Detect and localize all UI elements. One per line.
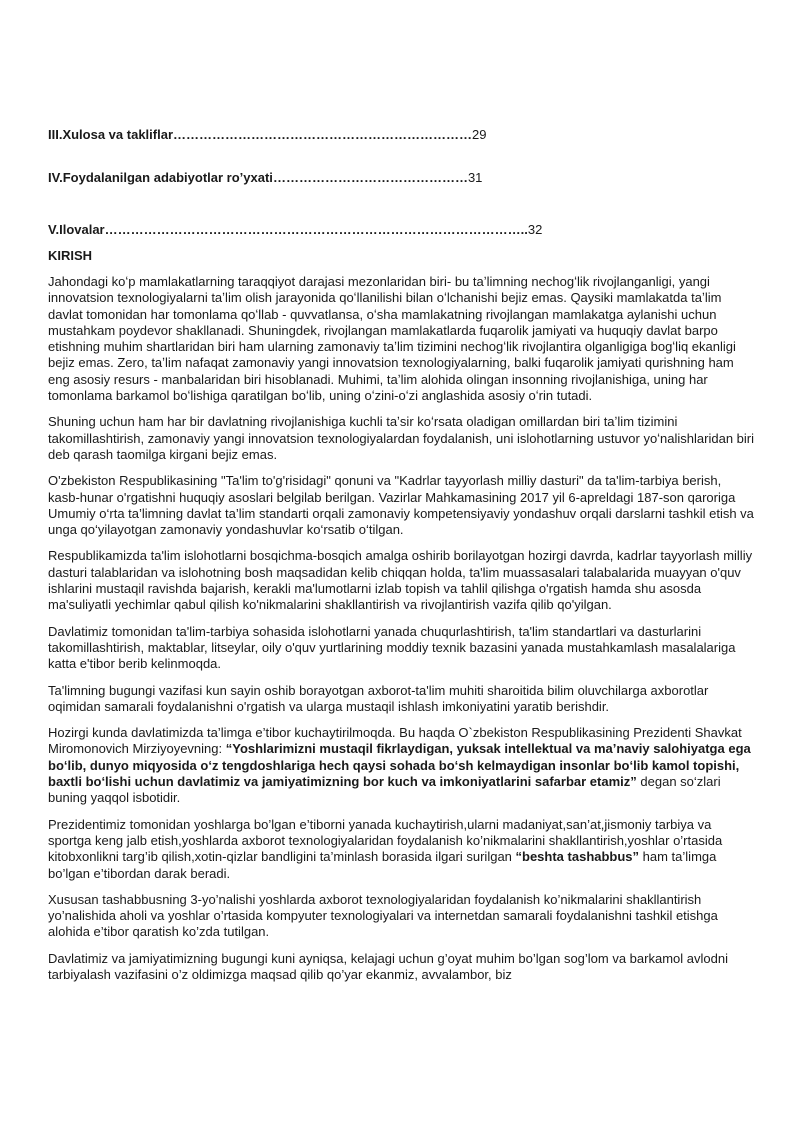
toc-label: III.Xulosa va takliflar xyxy=(48,127,173,142)
paragraph: Shuning uchun ham har bir davlatning rivojlanishiga kuchli taʼsir koʻrsata oladigan omillardan biri taʼlim tizimini takomillashtirish, zamonaviy yangi innovatsion texnologiyalardan foydalanish, uni islohotlarning ustuvor yoʻnalishlaridan biri deb qarash taomilga kirgani bejiz emas. xyxy=(48,414,754,462)
paragraph: Xususan tashabbusning 3-yo’nalishi yoshlarda axborot texnologiyalaridan foydalanish ko’nikmalarini shakllantirish yo’nalishida aholi va yoshlar o’rtasida kompyuter texnologiyalari va internetdan samarali foydalanishni tashkil etishga alohida e’tibor qaratish ko’zda tutilgan. xyxy=(48,891,718,940)
paragraph: Davlatimiz va jamiyatimizning bugungi kuni ayniqsa, kelajagi uchun g’oyat muhim bo’lgan sog’lom va barkamol avlodni tarbiyalash vazifasini o’z oldimizga maqsad qilib qo’yar ekanmiz, avvalambor, biz xyxy=(48,950,728,982)
initiative-term: “beshta tashabbus” xyxy=(515,849,640,865)
toc-leader: ……………………………………… xyxy=(272,170,468,185)
paragraph-text: ham ta’limga bo’lgan e’tibordan darak beradi. xyxy=(48,849,717,881)
paragraph: Respublikamizda ta'lim islohotlarni bosqichma-bosqich amalga oshirib borilayotgan hozirgi davrda, kadrlar tayyorlash milliy dasturi talablaridan va islohotning bosh maqsadidan kelib chiqqan holda, ta'lim muassasalari talabalarida muayyan o'quv ishlarini mustaqil ravishda bajarish, kerakli ma'lumotlarni izlab topish va tahlil qilishga o'rgatish hamda shu asosda ma'suliyatli yechimlar qabul qilish ko'nikmalarini shakllantirish va rivojlantirish vazifa qilib qo'yilgan. xyxy=(48,548,753,613)
toc-entry-conclusion[interactable] xyxy=(48,127,486,142)
toc-entry-references[interactable] xyxy=(48,170,482,185)
toc-page-number: 32 xyxy=(527,222,543,237)
paragraph-text: degan so‘zlari buning yaqqol isbotidir. xyxy=(48,774,721,806)
paragraph: Ta'limning bugungi vazifasi kun sayin oshib borayotgan axborot-ta'lim muhiti sharoitida bilim oluvchilarga axborotlar oqimidan samarali foydalanishni o'rgatish va ularga mustaqil ishlash imkoniyatini yaratib berishdir. xyxy=(48,682,709,714)
paragraph xyxy=(48,817,756,882)
paragraph-text: Hozirgi kunda davlatimizda ta’limga e’tibor kuchaytirilmoqda. Bu haqda O`zbekiston Respublikasining Prezidenti Shavkat Miromonovich Mirziyoyevning: xyxy=(48,725,742,757)
paragraph-text: Prezidentimiz tomonidan yoshlarga bo’lgan e’tiborni yanada kuchaytirish,ularni madaniyat,san’at,jismoniy tarbiya va sportga keng jalb etish,yoshlarda axborot texnologiyalaridan foydalanish ko’nikmalarini shakllantirish,yoshlar o’rtasida kitobxonlikni targ’ib qilish,xotin-qizlar bandligini ta’minlash borasida ilgari surilgan xyxy=(48,816,723,865)
section-heading: KIRISH xyxy=(48,248,93,263)
body-text xyxy=(48,274,756,993)
toc-page-number: 29 xyxy=(472,127,487,142)
paragraph xyxy=(48,725,756,806)
paragraph: Davlatimiz tomonidan ta'lim-tarbiya sohasida islohotlarni yanada chuqurlashtirish, ta'lim standartlari va dasturlarini takomillashtirish, maktablar, litseylar, oily o'quv yurtlarining moddiy texnik bazasini yanada mustahkamlash masalalariga katta e'tibor berib kelinmoqda. xyxy=(48,623,736,672)
toc-label: V.Ilovalar xyxy=(48,222,105,237)
toc-label: IV.Foydalanilgan adabiyotlar ro’yxati xyxy=(48,170,273,185)
toc-leader: …………………………………………………………………………………….. xyxy=(104,222,528,237)
paragraph: Jahondagi koʻp mamlakatlarning taraqqiyot darajasi mezonlaridan biri- bu taʼlimning nechogʻlik rivojlanganligi, yangi innovatsion texnologiyalarni taʼlim olish jarayonida qoʻllanilishi bilan oʻlchanishi bejiz emas. Qaysiki mamlakatda taʼlim davlat tomonidan har tomonlama qoʻllab - quvvatlansa, oʻsha mamlakatning rivojlangan mamlakatga aylanishi uchun mustahkam poydevor shakllanadi. Shuningdek, rivojlangan mamlakatlarda fuqarolik jamiyati va huquqiy davlat barpo etishning muhim shartlaridan biri ham ularning zamonaviy taʼlim tizimini nechogʻlik rivojlantira olganligiga bogʻliq ekanligi bejiz emas. Zero, taʼlim nafaqat zamonaviy yangi innovatsion texnologiyalarning, balki fuqarolik jamiyati qurishning ham eng asosiy resurs - manbalaridan biri hisoblanadi. Muhimi, taʼlim alohida olingan insonning rivojlanishiga, uning har tomonlama barkamol boʻlishiga qaratilgan boʻlib, uning oʻzini-oʻzi anglashida asosiy oʻrin tutadi. xyxy=(48,274,736,404)
toc-entry-appendices[interactable] xyxy=(48,222,542,237)
paragraph: O'zbekiston Respublikasining "Ta'lim to'g'risidagi" qonuni va "Kadrlar tayyorlash milliy dasturi" da ta'lim-tarbiya berish, kasb-hunar o'rgatishni huquqiy asoslari belgilab berilgan. Vazirlar Mahkamasining 2017 yil 6-apreldagi 187-son qaroriga Umumiy o‘rta ta’limning davlat ta’lim standarti orqali zamonaviy kompetensiyaviy yondashuv orqali darslarni tashkil etish va unga qo‘yilayotgan zamonaviy yondashuvlar ko‘rsatib o‘tilgan. xyxy=(48,473,754,538)
toc-page-number: 31 xyxy=(467,170,483,185)
presidential-quote: “Yoshlarimizni mustaqil fikrlaydigan, yuksak intellektual va ma’naviy salohiyatga ega bo‘lib, dunyo miqyosida o‘z tengdoshlariga hech qaysi sohada bo‘sh kelmaydigan insonlar bo‘lib kamol topishi, baxtli bo‘lishi uchun davlatimiz va jamiyatimizning bor kuch va imkoniyatlarini safarbar etamiz” xyxy=(48,741,751,790)
toc-leader: …………………………………………………………… xyxy=(173,127,472,142)
